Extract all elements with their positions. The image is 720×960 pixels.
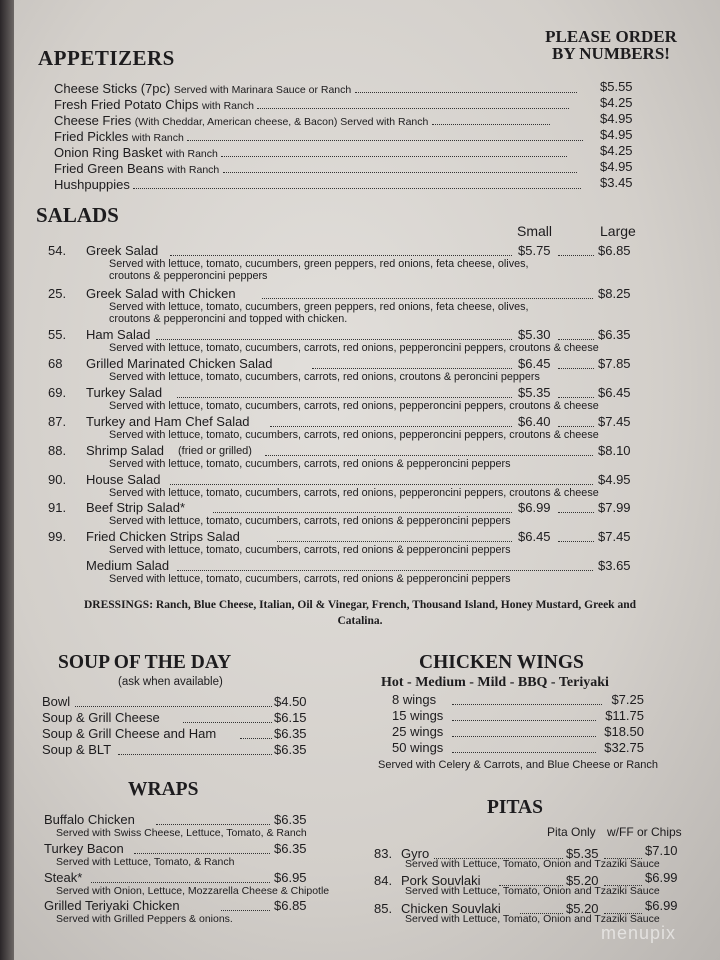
salad-large-price: $3.65 [598, 558, 631, 573]
appetizer-price: $4.25 [600, 95, 633, 110]
appetizer-name: Fried Green Beans [54, 161, 164, 176]
appetizer-price: $4.25 [600, 143, 633, 158]
dressings-note: DRESSINGS: Ranch, Blue Cheese, Italian, Oil & Vinegar, French, Thousand Island, Honey Mustard, Greek and Catalina. [84, 599, 636, 627]
salad-small-price: $6.40 [518, 414, 551, 429]
wrap-desc: Served with Grilled Peppers & onions. [56, 913, 233, 925]
leader-dots [355, 83, 577, 93]
wings-title: CHICKEN WINGS [419, 652, 584, 673]
salad-number: 90. [48, 472, 67, 487]
salad-number: 25. [48, 286, 67, 301]
salad-number: 54. [48, 243, 67, 258]
pita-name: Gyro [401, 846, 430, 861]
leader-dots [558, 359, 594, 369]
appetizer-item [54, 129, 583, 146]
leader-dots [187, 131, 583, 141]
leader-dots [558, 503, 594, 513]
appetizer-name: Cheese Sticks (7pc) [54, 81, 171, 96]
salad-desc: Served with lettuce, tomato, cucumbers, carrots, red onions, pepperoncini peppers, croutons & cheese [109, 400, 599, 412]
leader-dots [432, 115, 550, 125]
appetizer-price: $3.45 [600, 175, 633, 190]
leader-dots [558, 246, 594, 256]
leader-dots [558, 330, 594, 340]
appetizer-desc: with Ranch [202, 100, 254, 112]
salad-desc: Served with lettuce, tomato, cucumbers, carrots, red onions & pepperoncini peppers [109, 544, 511, 556]
wrap-name: Turkey Bacon [44, 841, 124, 856]
soup-item-price: $6.15 [274, 710, 307, 725]
appetizer-name: Fried Pickles [54, 129, 129, 144]
wings-note: Served with Celery & Carrots, and Blue Cheese or Ranch [378, 759, 659, 771]
wrap-desc: Served with Onion, Lettuce, Mozzarella Cheese & Chipotle [56, 885, 330, 897]
salad-desc: Served with lettuce, tomato, cucumbers, carrots, red onions & pepperoncini peppers [109, 458, 511, 470]
salad-desc: Served with lettuce, tomato, cucumbers, carrots, red onions, croutons & peroncini peppers [109, 371, 540, 383]
wing-price: $11.75 [605, 708, 644, 723]
wing-count: 50 wings [392, 740, 444, 755]
salad-desc: Served with lettuce, tomato, cucumbers, green peppers, red onions, feta cheese, olives, [109, 301, 529, 313]
salad-small-price: $6.45 [518, 356, 551, 371]
salad-desc: Served with lettuce, tomato, cucumbers, green peppers, red onions, feta cheese, olives, [109, 258, 529, 270]
salad-name: Greek Salad with Chicken [86, 286, 236, 301]
salad-name: House Salad [86, 472, 161, 487]
leader-dots [452, 743, 596, 753]
wrap-name: Steak* [44, 870, 83, 885]
appetizer-price: $4.95 [600, 159, 633, 174]
appetizer-desc: Served with Marinara Sauce or Ranch [173, 84, 352, 96]
soup-note: (ask when available) [118, 676, 223, 688]
salad-number: 55. [48, 327, 67, 342]
salad-large-price: $6.85 [598, 243, 631, 258]
wrap-price: $6.85 [274, 898, 307, 913]
wrap-name: Buffalo Chicken [44, 812, 135, 827]
soup-title: SOUP OF THE DAY [58, 652, 232, 673]
soup-item-price: $4.50 [274, 694, 307, 709]
pita-only-label: Pita Only [547, 825, 596, 839]
salad-name: Turkey Salad [86, 385, 163, 400]
appetizer-desc: (With Cheddar, American cheese, & Bacon) Served with Ranch [134, 116, 429, 128]
salad-name: Turkey and Ham Chef Salad [86, 414, 250, 429]
salad-number: 99. [48, 529, 67, 544]
leader-dots [170, 246, 512, 256]
pita-ff-label: w/FF or Chips [607, 825, 682, 839]
soup-item-name: Soup & BLT [42, 742, 112, 757]
wrap-name: Grilled Teriyaki Chicken [44, 898, 180, 913]
salad-desc: Served with lettuce, tomato, cucumbers, carrots, red onions & pepperoncini peppers [109, 573, 511, 585]
salad-desc: Served with lettuce, tomato, cucumbers, carrots, red onions, pepperoncini peppers, croutons & cheese [109, 487, 599, 499]
salad-name-note: (fried or grilled) [178, 445, 252, 457]
pita-ff-price: $6.99 [645, 898, 678, 913]
leader-dots [177, 388, 512, 398]
leader-dots [558, 532, 594, 542]
pita-name: Chicken Souvlaki [401, 901, 501, 916]
pita-desc: Served with Lettuce, Tomato, Onion and Tzaziki Sauce [405, 885, 660, 897]
pita-only-price: $5.20 [566, 901, 599, 916]
appetizer-desc: with Ranch [131, 132, 184, 144]
salad-desc: croutons & pepperoncini peppers [109, 270, 268, 282]
pita-only-price: $5.35 [566, 846, 599, 861]
pita-name: Pork Souvlaki [401, 873, 481, 888]
watermark-logo: menupix [600, 923, 676, 943]
leader-dots [118, 745, 272, 755]
salad-name: Grilled Marinated Chicken Salad [86, 356, 273, 371]
leader-dots [170, 475, 593, 485]
salad-name: Fried Chicken Strips Salad [86, 529, 240, 544]
salad-name: Beef Strip Salad* [86, 500, 186, 515]
leader-dots [91, 873, 270, 883]
salad-large-price: $8.25 [598, 286, 631, 301]
wing-price: $7.25 [611, 692, 644, 707]
leader-dots [452, 695, 602, 705]
appetizer-desc: with Ranch [167, 164, 220, 176]
leader-dots [452, 727, 596, 737]
appetizer-item [54, 113, 550, 130]
appetizer-price: $4.95 [600, 127, 633, 142]
wing-price: $18.50 [604, 724, 644, 739]
salad-name: Medium Salad [86, 558, 170, 573]
salad-large-price: $7.85 [598, 356, 631, 371]
leader-dots [312, 359, 512, 369]
wrap-desc: Served with Swiss Cheese, Lettuce, Tomato, & Ranch [56, 827, 307, 839]
leader-dots [221, 147, 567, 157]
page-shadow-edge [0, 0, 14, 960]
appetizer-name: Cheese Fries [54, 113, 132, 128]
salad-small-price: $6.45 [518, 529, 551, 544]
large-size-label: Large [600, 223, 636, 239]
leader-dots [257, 99, 569, 109]
salad-name: Ham Salad [86, 327, 151, 342]
leader-dots [240, 729, 272, 739]
salads-title: SALADS [36, 203, 119, 227]
wrap-desc: Served with Lettuce, Tomato, & Ranch [56, 856, 235, 868]
leader-dots [213, 503, 512, 513]
pita-number: 84. [374, 873, 393, 888]
leader-dots [558, 388, 594, 398]
salad-small-price: $6.99 [518, 500, 551, 515]
pita-desc: Served with Lettuce, Tomato, Onion and Tzaziki Sauce [405, 913, 660, 925]
small-size-label: Small [517, 223, 553, 239]
appetizer-desc: with Ranch [165, 148, 218, 160]
salad-large-price: $7.45 [598, 529, 631, 544]
salad-number: 69. [48, 385, 67, 400]
leader-dots [262, 289, 593, 299]
salad-large-price: $4.95 [598, 472, 631, 487]
leader-dots [134, 844, 270, 854]
leader-dots [177, 561, 593, 571]
leader-dots [221, 901, 270, 911]
leader-dots [156, 330, 512, 340]
soup-item-name: Soup & Grill Cheese and Ham [42, 726, 217, 741]
salad-number: 87. [48, 414, 67, 429]
salad-large-price: $7.45 [598, 414, 631, 429]
soup-item-name: Soup & Grill Cheese [42, 710, 160, 725]
leader-dots [452, 711, 596, 721]
leader-dots [183, 713, 272, 723]
pita-ff-price: $6.99 [645, 870, 678, 885]
leader-dots [265, 446, 593, 456]
salad-small-price: $5.75 [518, 243, 551, 258]
salad-number: 88. [48, 443, 67, 458]
salad-desc: croutons & pepperoncini and topped with chicken. [109, 313, 348, 325]
pita-number: 83. [374, 846, 393, 861]
appetizers-title: APPETIZERS [38, 46, 175, 70]
wing-price: $32.75 [604, 740, 644, 755]
appetizer-price: $4.95 [600, 111, 633, 126]
soup-item-name: Bowl [42, 694, 71, 709]
appetizer-name: Onion Ring Basket [54, 145, 163, 160]
pitas-title: PITAS [487, 797, 543, 818]
appetizer-item [54, 161, 577, 178]
leader-dots [156, 815, 270, 825]
leader-dots [270, 417, 513, 427]
pita-ff-price: $7.10 [645, 843, 678, 858]
wrap-price: $6.95 [274, 870, 307, 885]
salad-name: Greek Salad [86, 243, 159, 258]
soup-item-price: $6.35 [274, 726, 307, 741]
leader-dots [223, 163, 577, 173]
salad-desc: Served with lettuce, tomato, cucumbers, carrots, red onions & pepperoncini peppers [109, 515, 511, 527]
appetizer-price: $5.55 [600, 79, 633, 94]
salad-large-price: $8.10 [598, 443, 631, 458]
leader-dots [75, 697, 272, 707]
salad-desc: Served with lettuce, tomato, cucumbers, carrots, red onions, pepperoncini peppers, croutons & cheese [109, 342, 599, 354]
wing-count: 25 wings [392, 724, 444, 739]
appetizer-name: Fresh Fried Potato Chips [54, 97, 199, 112]
pita-only-price: $5.20 [566, 873, 599, 888]
wrap-price: $6.35 [274, 812, 307, 827]
wing-count: 8 wings [392, 692, 437, 707]
appetizer-name: Hushpuppies [54, 177, 130, 192]
wraps-title: WRAPS [128, 779, 199, 800]
salad-desc: Served with lettuce, tomato, cucumbers, carrots, red onions, pepperoncini peppers, croutons & cheese [109, 429, 599, 441]
wings-flavors: Hot - Medium - Mild - BBQ - Teriyaki [381, 675, 609, 690]
appetizer-item [54, 145, 567, 162]
leader-dots [277, 532, 512, 542]
appetizer-item [54, 97, 569, 114]
leader-dots [133, 179, 581, 189]
salad-small-price: $5.30 [518, 327, 551, 342]
appetizer-item [54, 81, 577, 98]
leader-dots [558, 417, 594, 427]
pita-number: 85. [374, 901, 393, 916]
salad-number: 91. [48, 500, 67, 515]
please-order-note: PLEASE ORDER BY NUMBERS! [545, 27, 677, 63]
wrap-price: $6.35 [274, 841, 307, 856]
soup-item-price: $6.35 [274, 742, 307, 757]
salad-name: Shrimp Salad [86, 443, 165, 458]
salad-number: 68 [48, 356, 63, 371]
appetizer-item [54, 177, 581, 193]
salad-large-price: $7.99 [598, 500, 631, 515]
pita-desc: Served with Lettuce, Tomato, Onion and Tzaziki Sauce [405, 858, 660, 870]
salad-large-price: $6.35 [598, 327, 631, 342]
salad-large-price: $6.45 [598, 385, 631, 400]
salad-small-price: $5.35 [518, 385, 551, 400]
wing-count: 15 wings [392, 708, 444, 723]
